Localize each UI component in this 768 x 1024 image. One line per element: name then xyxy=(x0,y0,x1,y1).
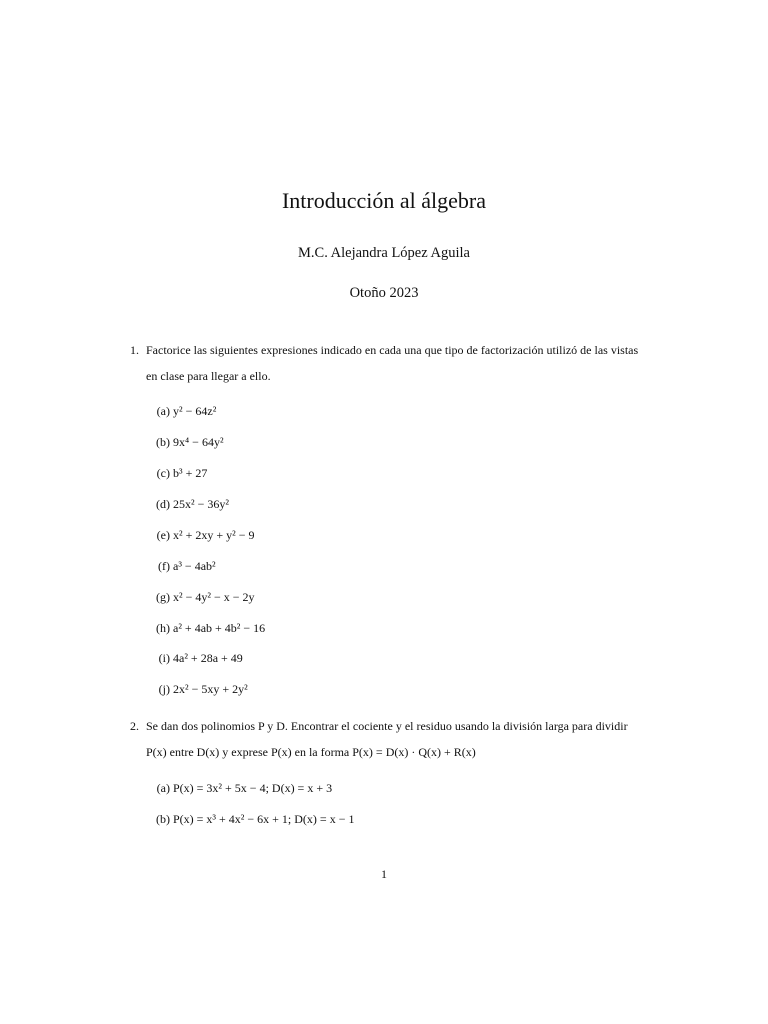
item-expression: y² − 64z² xyxy=(173,404,217,418)
item-expression: x² + 2xy + y² − 9 xyxy=(173,528,255,542)
item-expression: P(x) = x³ + 4x² − 6x + 1; D(x) = x − 1 xyxy=(173,812,355,826)
item-expression: 4a² + 28a + 49 xyxy=(173,651,243,665)
document-title: Introducción al álgebra xyxy=(281,188,486,213)
item-label: (j) xyxy=(158,682,170,696)
item-expression: a² + 4ab + 4b² − 16 xyxy=(173,621,266,635)
problem-text-line: P(x) entre D(x) y exprese P(x) en la forma P(x) = D(x) · Q(x) + R(x) xyxy=(146,745,476,759)
problem-text-line: en clase para llegar a ello. xyxy=(146,369,271,383)
item-label: (b) xyxy=(156,812,170,826)
item-label: (e) xyxy=(156,528,170,542)
item-label: (a) xyxy=(156,781,170,795)
item-expression: P(x) = 3x² + 5x − 4; D(x) = x + 3 xyxy=(173,781,333,795)
item-expression: 9x⁴ − 64y² xyxy=(173,435,224,449)
problem-number: 2. xyxy=(130,719,139,733)
item-label: (c) xyxy=(156,466,170,480)
document-date: Otoño 2023 xyxy=(349,285,419,301)
problem-number: 1. xyxy=(130,343,139,357)
item-expression: a³ − 4ab² xyxy=(173,559,216,573)
item-expression: 25x² − 36y² xyxy=(173,497,229,511)
item-label: (h) xyxy=(156,621,170,635)
problem-text-line: Se dan dos polinomios P y D. Encontrar el cociente y el residuo usando la división larga para dividir xyxy=(146,719,628,733)
item-label: (f) xyxy=(158,559,170,573)
page-number: 1 xyxy=(381,867,387,881)
document-author: M.C. Alejandra López Aguila xyxy=(298,245,470,261)
item-label: (d) xyxy=(156,497,170,511)
item-expression: 2x² − 5xy + 2y² xyxy=(173,682,248,696)
item-label: (a) xyxy=(156,404,170,418)
item-expression: b³ + 27 xyxy=(173,466,208,480)
item-label: (b) xyxy=(156,435,170,449)
item-label: (i) xyxy=(158,651,170,665)
item-expression: x² − 4y² − x − 2y xyxy=(173,590,255,604)
problem-text-line: Factorice las siguientes expresiones indicado en cada una que tipo de factorización utilizó de las vistas xyxy=(146,343,639,357)
item-label: (g) xyxy=(156,590,170,604)
